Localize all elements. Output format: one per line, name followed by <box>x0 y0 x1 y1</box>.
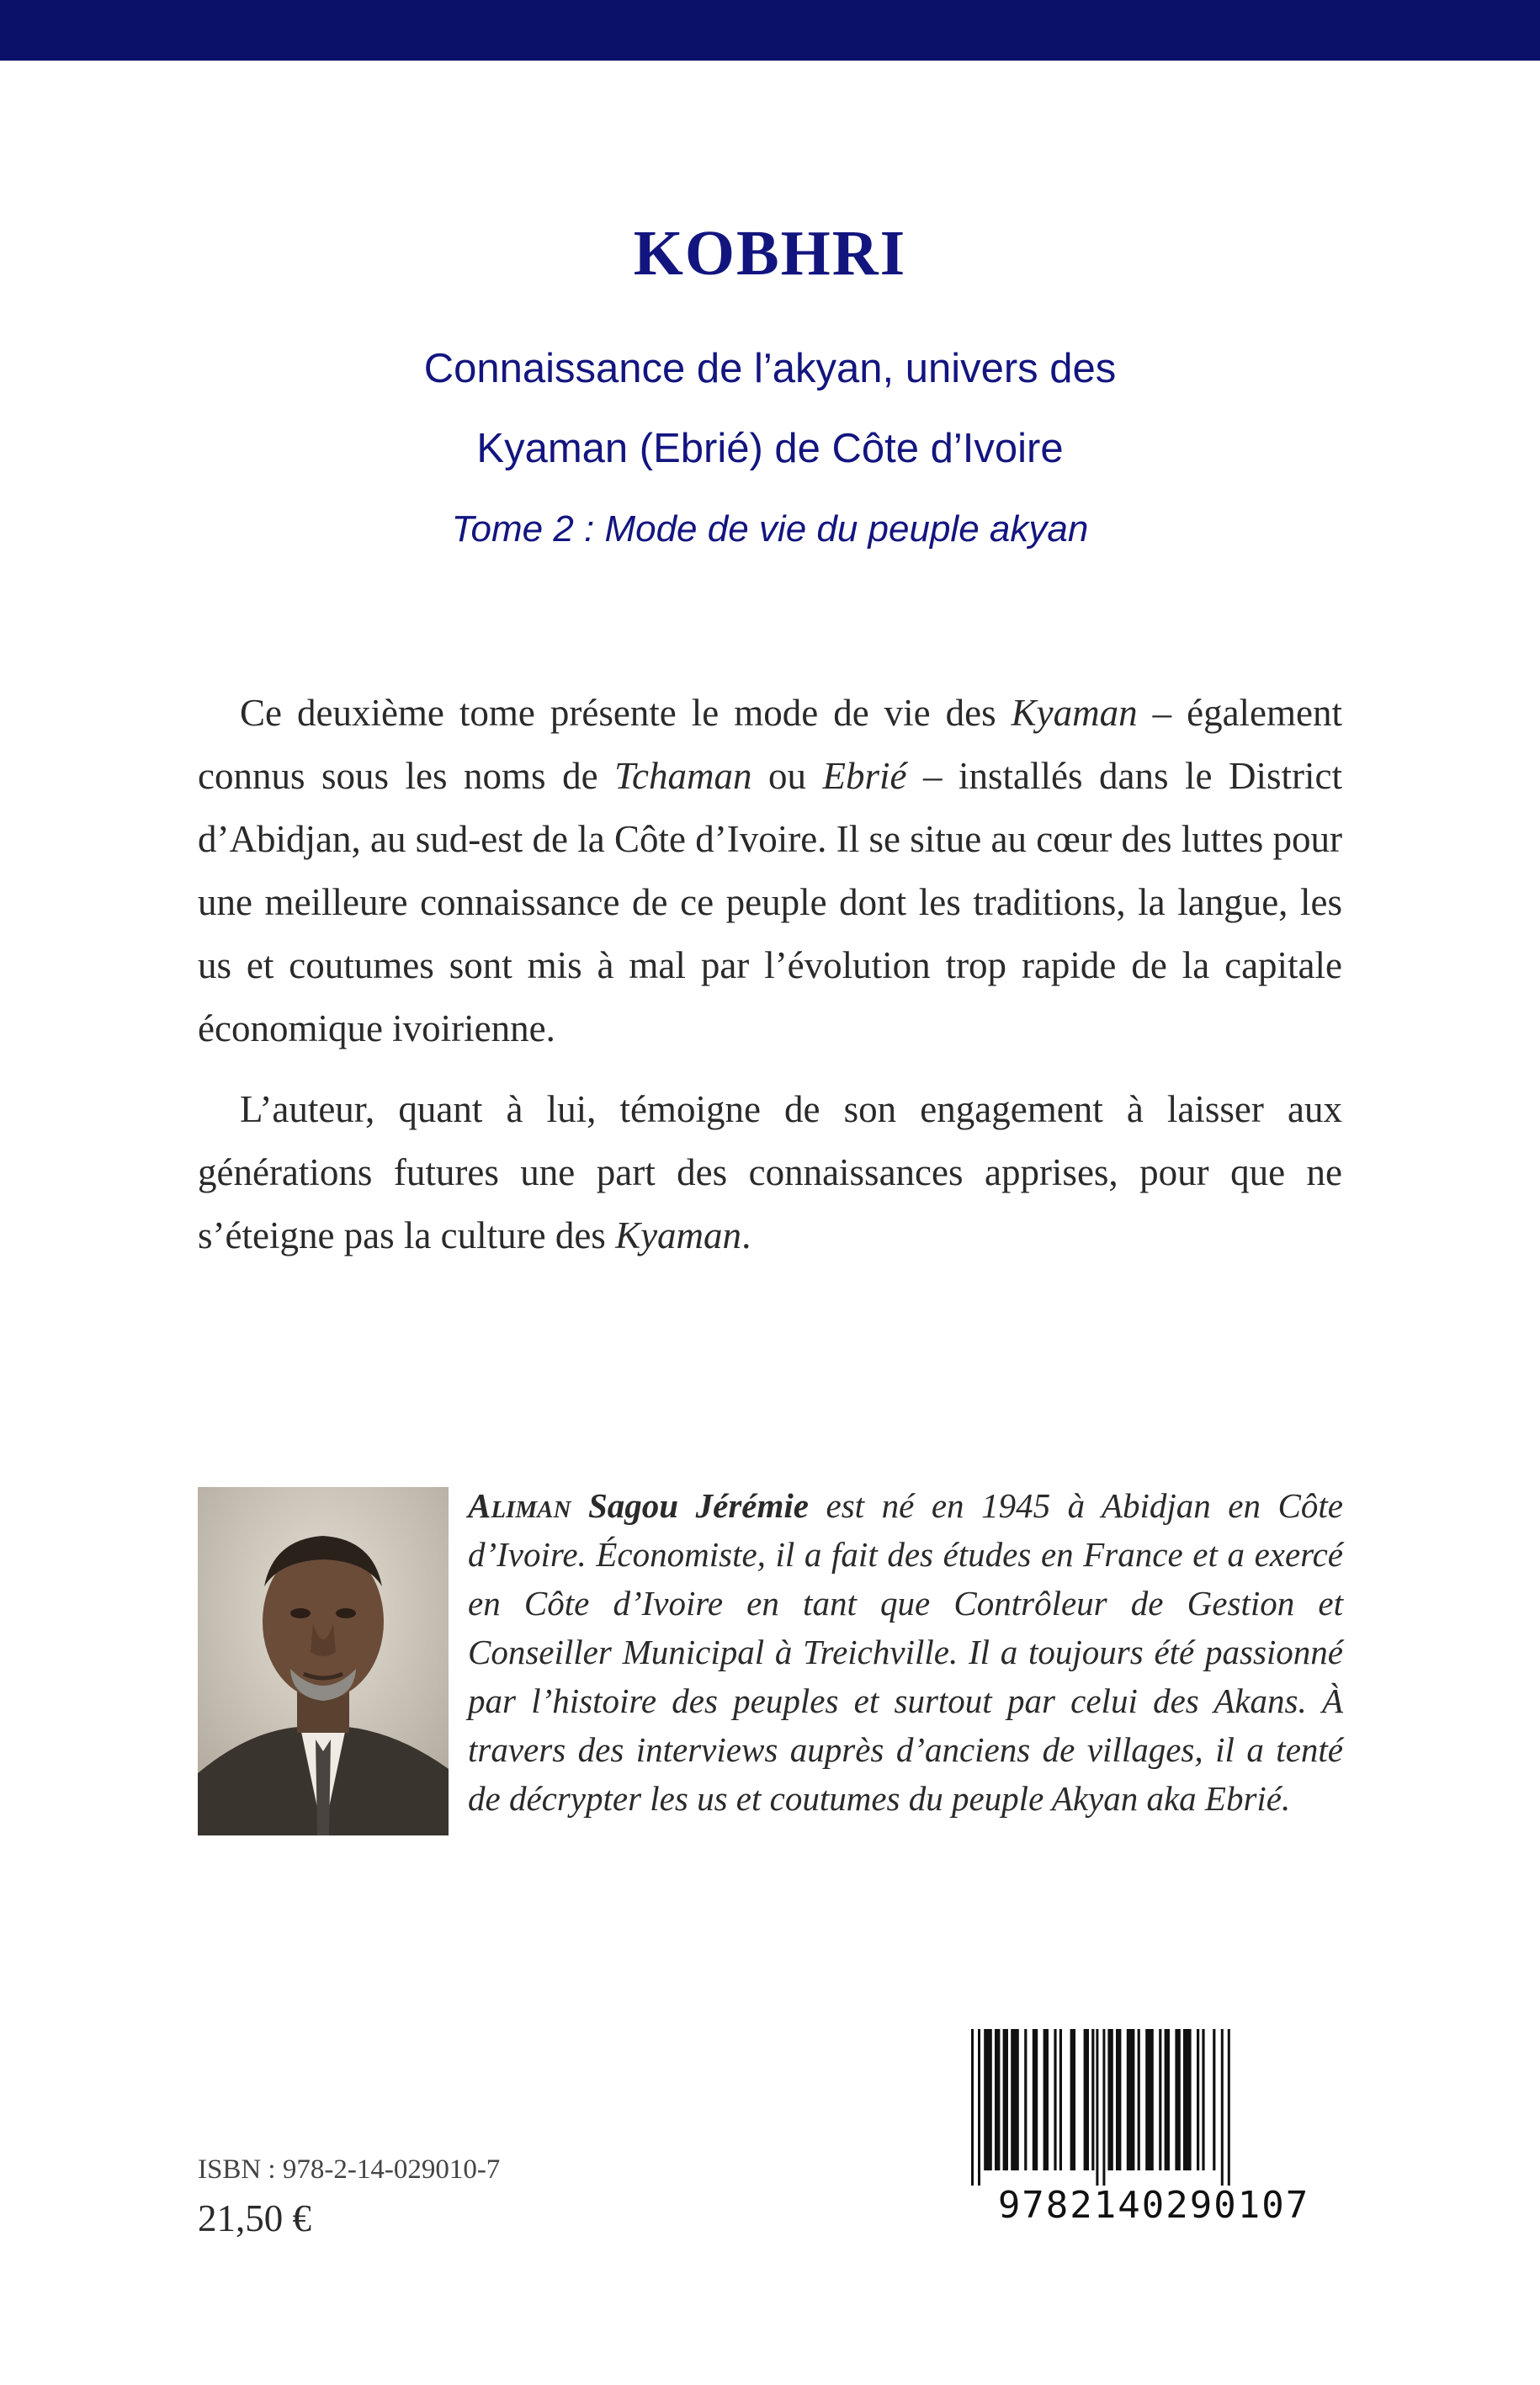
volume-subtitle: Tome 2 : Mode de vie du peuple akyan <box>451 508 1089 550</box>
barcode-bar <box>1197 2029 1199 2170</box>
barcode-bar <box>1165 2029 1170 2170</box>
text-run: . <box>741 1214 751 1256</box>
book-title: KOBHRI <box>633 218 907 289</box>
summary-paragraph-1 <box>198 682 1342 1060</box>
barcode-bar <box>971 2029 974 2186</box>
author-portrait-illustration <box>198 1487 449 1835</box>
barcode-bar <box>1221 2029 1224 2186</box>
italic-term: Kyaman <box>615 1214 742 1256</box>
italic-term: Kyaman <box>1011 692 1138 734</box>
barcode-bar <box>1116 2029 1121 2170</box>
text-run: L’auteur, quant à lui, témoigne de son engagement à laisser aux générations futures une part des connaissances apprises, pour que ne s’éteigne pas la culture des <box>198 1088 1342 1256</box>
summary-paragraph-2 <box>198 1078 1342 1267</box>
barcode-bar <box>1011 2029 1019 2170</box>
author-given-name: Sagou Jérémie <box>587 1486 809 1525</box>
isbn: ISBN : 978-2-14-029010-7 <box>198 2154 501 2185</box>
text-run: ou <box>751 755 823 797</box>
text-run: Ce deuxième tome présente le mode de vie des <box>240 692 1012 734</box>
barcode-bar <box>1054 2029 1056 2170</box>
barcode-bar <box>1070 2029 1075 2170</box>
author-bio-text: est né en 1945 à Abidjan en Côte d’Ivoire. Économiste, il a fait des études en France et a exercé en Côte d’Ivoire en tant que Contrôleur de Gestion et Conseiller Municipal à Treichville. Il a toujours été passionné par l’histoire des peuples et surtout par celui des Akans. À travers des interviews auprès d’anciens de villages, il a tenté de décrypter les us et coutumes du peuple Akyan aka Ebrié. <box>468 1486 1343 1818</box>
barcode-bar <box>995 2029 1000 2170</box>
text-run: – installés dans le District d’Abidjan, au sud-est de la Côte d’Ivoire. Il se situe au cœur des luttes pour une meilleure connaissance de ce peuple dont les traditions, la langue, les us et coutumes sont mis à mal par l’évolution trop rapide de la capitale économique ivoirienne. <box>198 755 1342 1049</box>
barcode-bar <box>1059 2029 1062 2170</box>
barcode-bar <box>1183 2029 1192 2170</box>
barcode <box>966 2026 1341 2231</box>
barcode-bar <box>1084 2029 1089 2170</box>
barcode-bar <box>1096 2029 1098 2186</box>
barcode-bar <box>1102 2029 1105 2186</box>
barcode-bar <box>1213 2029 1215 2170</box>
barcode-bar <box>978 2029 980 2186</box>
barcode-number: 9782140290107 <box>997 2184 1310 2227</box>
barcode-bar <box>1175 2029 1180 2170</box>
barcode-bar <box>1091 2029 1094 2170</box>
barcode-bar <box>1033 2029 1038 2170</box>
author-bio <box>468 1481 1343 1823</box>
barcode-bar <box>1024 2029 1027 2170</box>
author-photo <box>198 1487 449 1835</box>
barcode-bar <box>1127 2029 1135 2170</box>
text-run: – également connus sous les noms de <box>198 692 1342 797</box>
barcode-bar <box>1202 2029 1204 2170</box>
barcode-bar <box>1003 2029 1008 2170</box>
subtitle-line-2: Kyaman (Ebrié) de Côte d’Ivoire <box>476 426 1064 471</box>
barcode-bar <box>1159 2029 1161 2170</box>
price: 21,50 € <box>198 2197 311 2239</box>
italic-term: Ebrié <box>822 755 907 797</box>
barcode-bars <box>966 2026 1341 2186</box>
barcode-bar <box>1138 2029 1140 2170</box>
barcode-bar <box>984 2029 992 2170</box>
barcode-bar <box>1145 2029 1154 2170</box>
author-surname: Aliman <box>468 1486 571 1525</box>
subtitle-line-1: Connaissance de l’akyan, univers des <box>423 346 1117 391</box>
barcode-bar <box>1107 2029 1113 2170</box>
barcode-bar <box>1228 2029 1230 2186</box>
top-color-band <box>0 0 1540 61</box>
barcode-bar <box>1043 2029 1049 2170</box>
italic-term: Tchaman <box>614 755 752 797</box>
